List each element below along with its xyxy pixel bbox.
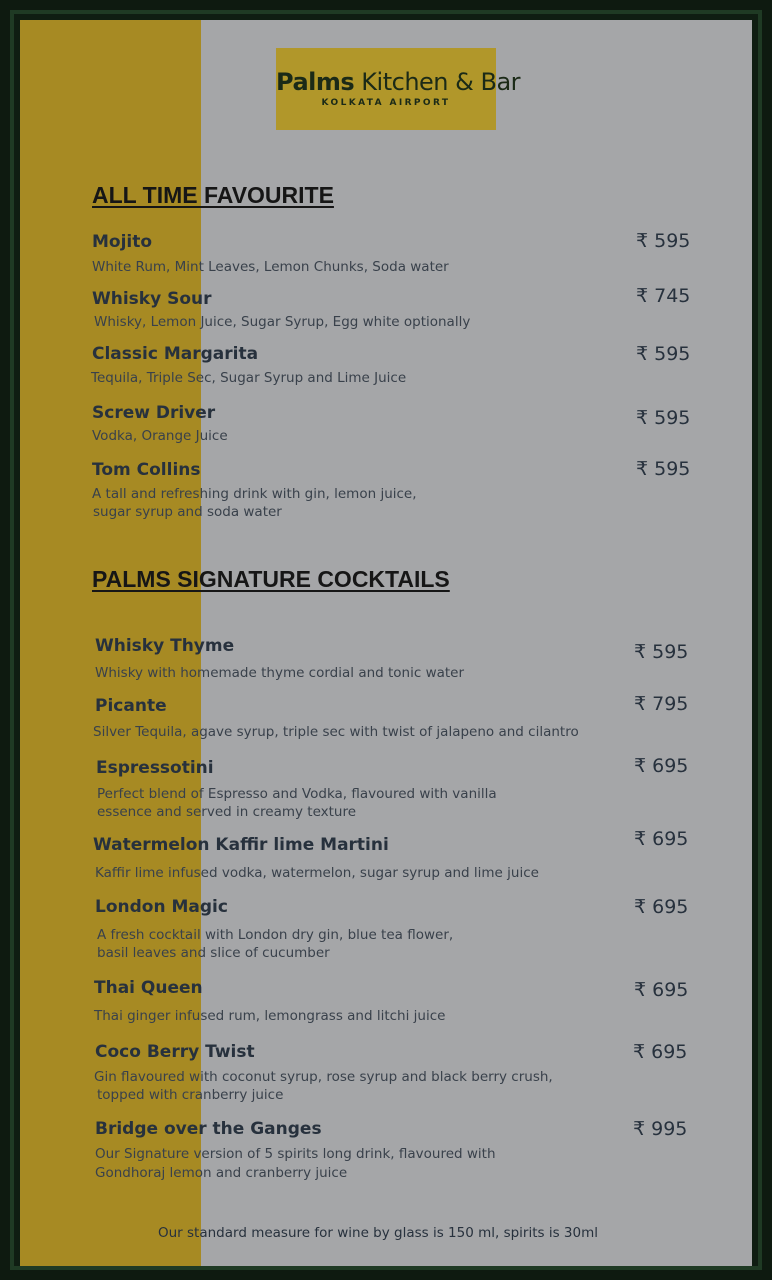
logo-name-rest: Kitchen & Bar: [354, 68, 521, 96]
item-price: ₹ 695: [634, 896, 689, 918]
item-description: Whisky with homemade thyme cordial and tonic water: [95, 665, 465, 681]
item-name: Picante: [95, 696, 167, 716]
item-description: Thai ginger infused rum, lemongrass and litchi juice: [94, 1008, 446, 1024]
item-price: ₹ 595: [634, 641, 689, 663]
item-price: ₹ 595: [636, 458, 691, 480]
logo-name-bold: Palms: [276, 68, 355, 96]
item-price: ₹ 795: [634, 693, 689, 715]
item-price: ₹ 695: [634, 828, 689, 850]
item-name: Classic Margarita: [92, 344, 259, 364]
item-name: Mojito: [92, 232, 153, 252]
item-name: Whisky Thyme: [95, 636, 235, 656]
item-description: A fresh cocktail with London dry gin, blue tea flower,: [97, 927, 454, 943]
section-title-palms-signature-cocktails: PALMS SIGNATURE COCKTAILS: [92, 566, 450, 592]
menu-panel: [20, 20, 752, 1266]
item-description: Our Signature version of 5 spirits long drink, flavoured with: [95, 1146, 496, 1162]
item-description: topped with cranberry juice: [97, 1087, 284, 1103]
item-name: Bridge over the Ganges: [95, 1119, 322, 1139]
section-title-all-time-favourite: ALL TIME FAVOURITE: [92, 182, 334, 208]
item-description: essence and served in creamy texture: [97, 804, 357, 820]
item-name: Coco Berry Twist: [95, 1042, 255, 1062]
item-price: ₹ 745: [636, 285, 691, 307]
item-price: ₹ 595: [636, 230, 691, 252]
item-description: Gondhoraj lemon and cranberry juice: [95, 1165, 348, 1181]
item-description: Gin flavoured with coconut syrup, rose syrup and black berry crush,: [94, 1069, 553, 1085]
item-description: Tequila, Triple Sec, Sugar Syrup and Lime Juice: [91, 370, 407, 386]
item-price: ₹ 695: [634, 755, 689, 777]
item-price: ₹ 595: [636, 343, 691, 365]
item-description: Kaffir lime infused vodka, watermelon, sugar syrup and lime juice: [95, 865, 539, 881]
item-name: London Magic: [95, 897, 228, 917]
item-name: Whisky Sour: [92, 289, 212, 309]
item-description: sugar syrup and soda water: [93, 504, 282, 520]
item-description: A tall and refreshing drink with gin, lemon juice,: [92, 486, 417, 502]
item-description: Perfect blend of Espresso and Vodka, flavoured with vanilla: [97, 786, 497, 802]
measure-note: Our standard measure for wine by glass is 150 ml, spirits is 30ml: [158, 1225, 599, 1241]
item-price: ₹ 995: [633, 1118, 688, 1140]
item-price: ₹ 595: [636, 407, 691, 429]
item-name: Watermelon Kaffir lime Martini: [93, 835, 389, 855]
item-name: Tom Collins: [92, 460, 201, 480]
item-name: Espressotini: [96, 758, 214, 778]
item-name: Screw Driver: [92, 403, 216, 423]
item-description: Whisky, Lemon Juice, Sugar Syrup, Egg white optionally: [94, 314, 471, 330]
item-price: ₹ 695: [633, 1041, 688, 1063]
logo-location: KOLKATA AIRPORT: [321, 98, 451, 108]
logo-name: [276, 68, 521, 96]
item-description: basil leaves and slice of cucumber: [97, 945, 330, 961]
item-price: ₹ 695: [634, 979, 689, 1001]
item-description: Silver Tequila, agave syrup, triple sec with twist of jalapeno and cilantro: [93, 724, 579, 740]
item-description: White Rum, Mint Leaves, Lemon Chunks, Soda water: [92, 259, 449, 275]
item-name: Thai Queen: [94, 978, 203, 998]
restaurant-logo: [276, 48, 521, 130]
item-description: Vodka, Orange Juice: [92, 428, 228, 444]
